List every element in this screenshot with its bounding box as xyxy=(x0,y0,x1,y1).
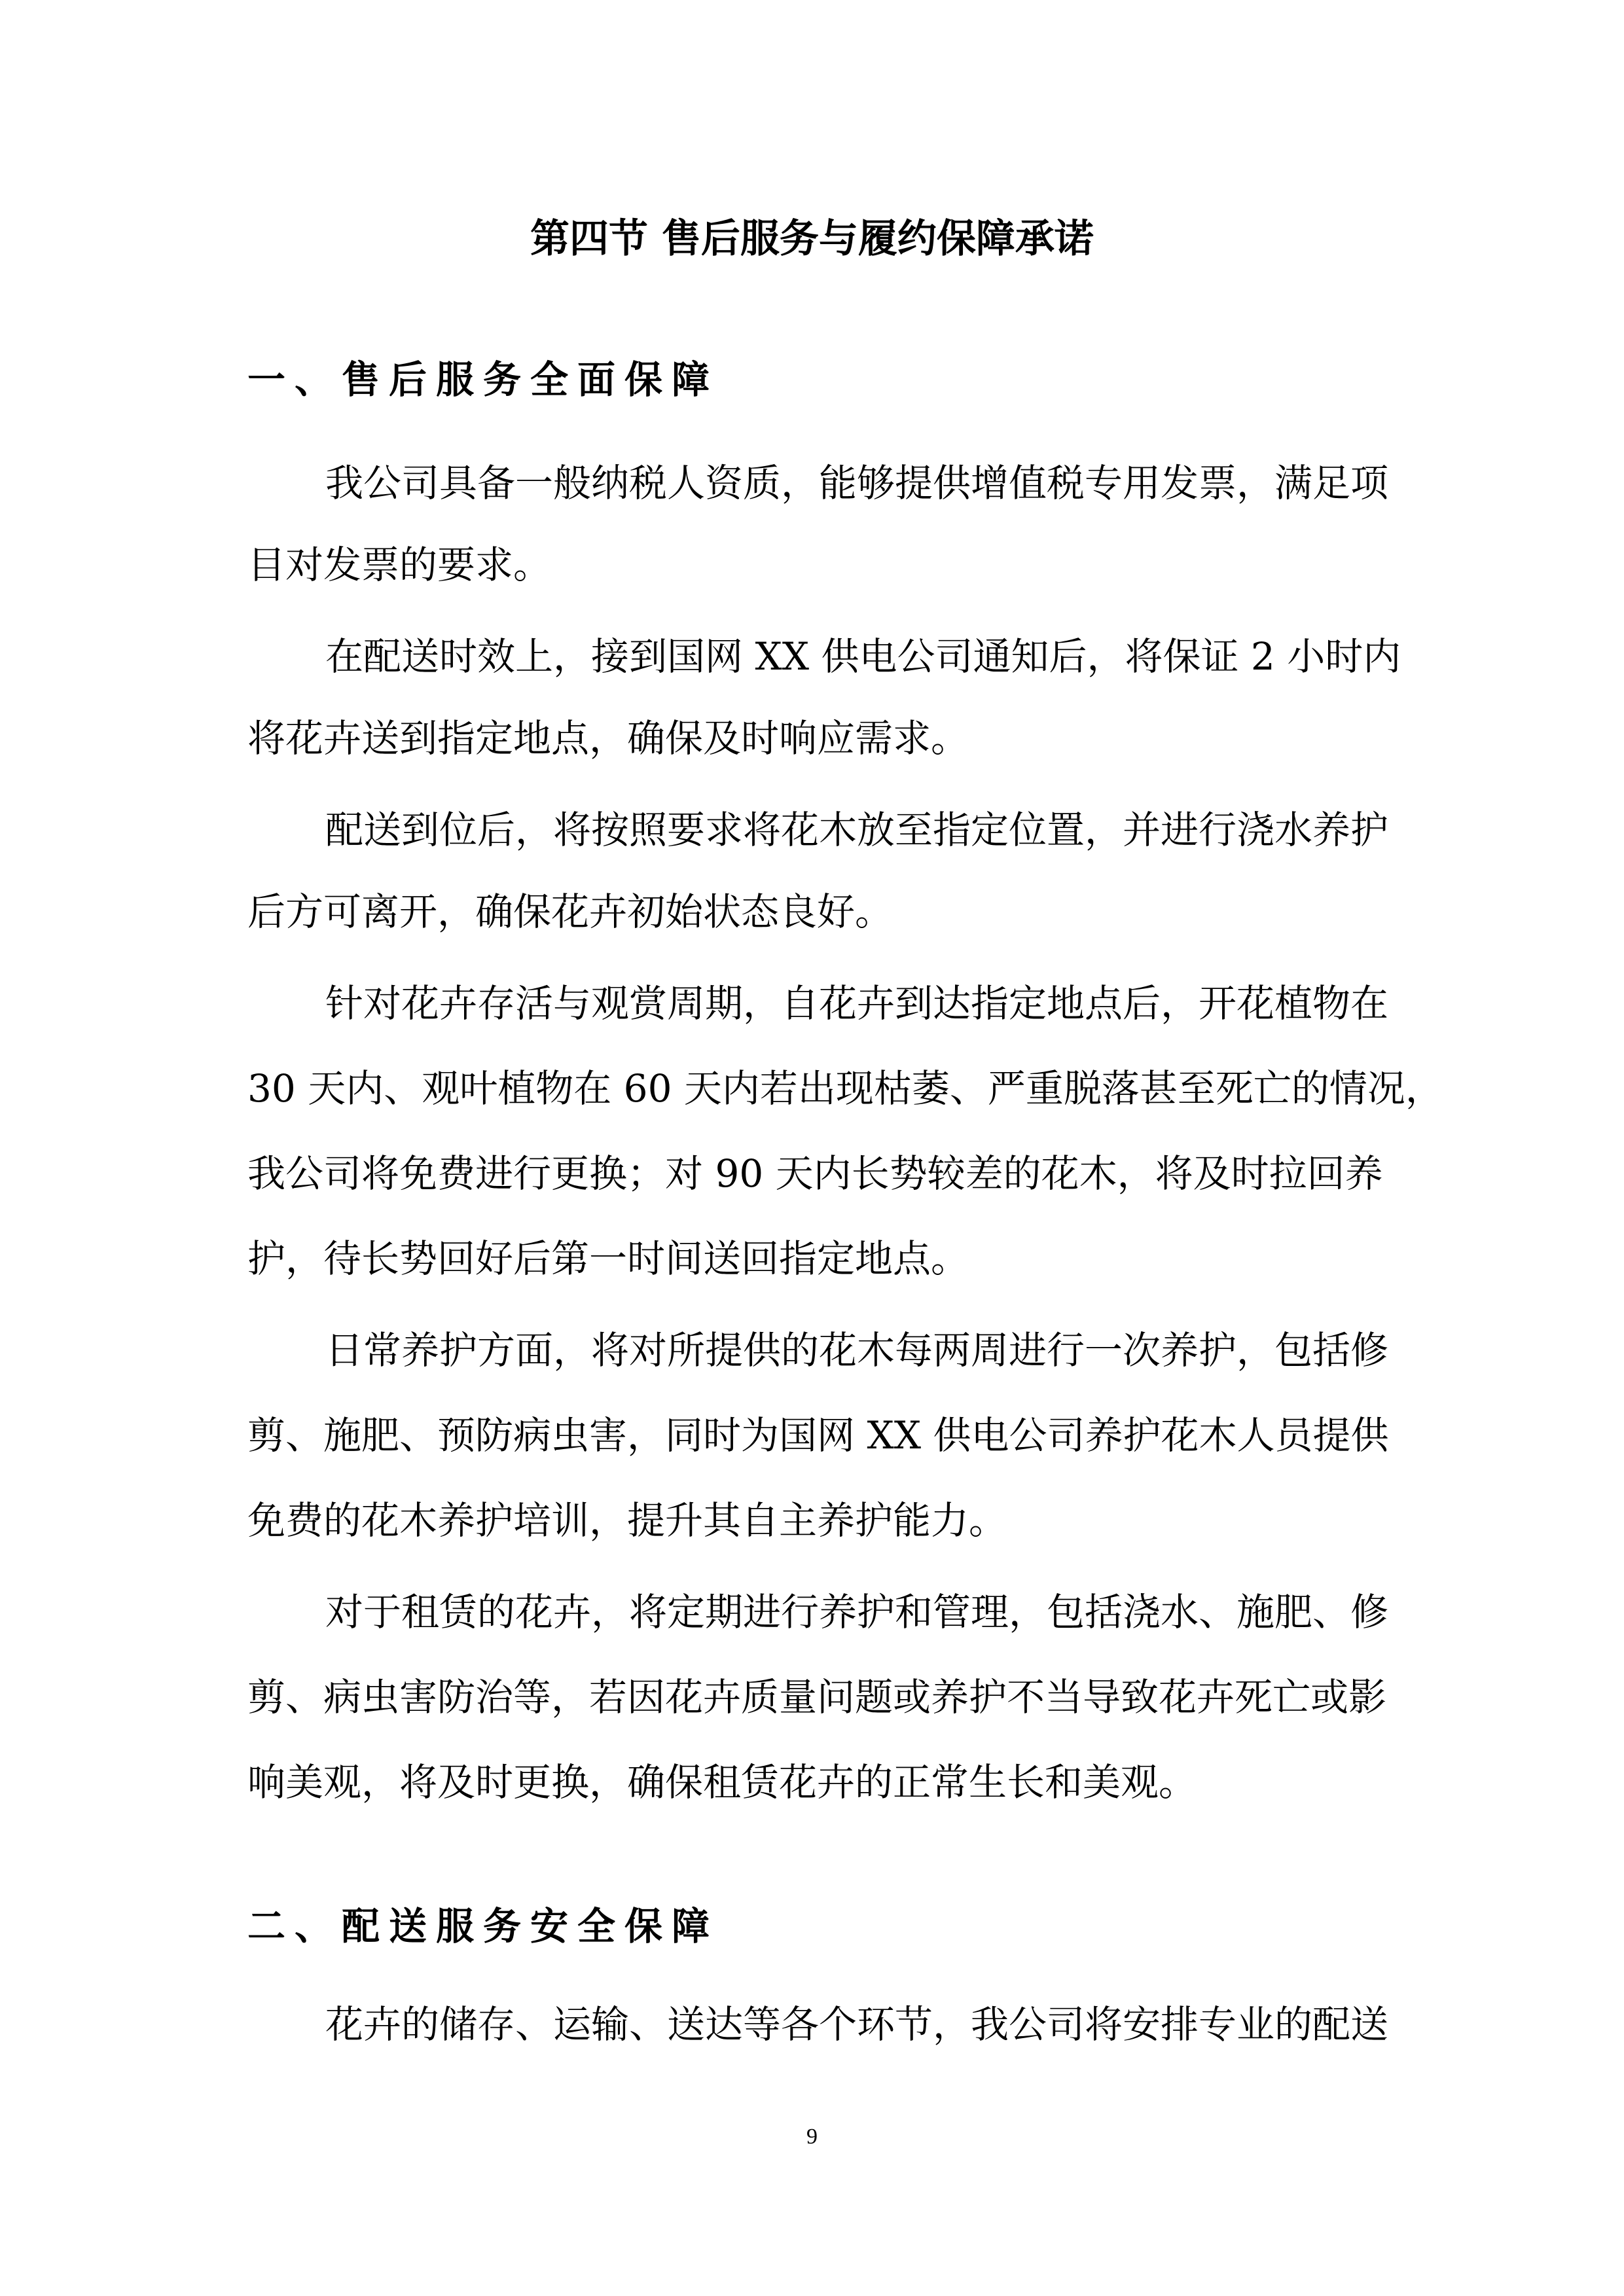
page-number: 9 xyxy=(806,2125,818,2149)
paragraph-line: 目对发票的要求。 xyxy=(247,543,552,587)
section-title: 第四节 售后服务与履约保障承诺 xyxy=(530,216,1094,262)
paragraph-line: 配送到位后，将按照要求将花木放至指定位置，并进行浇水养护 xyxy=(325,808,1389,852)
paragraph-line: 剪、病虫害防治等，若因花卉质量问题或养护不当导致花卉死亡或影 xyxy=(247,1675,1387,1719)
paragraph-line: 对于租赁的花卉，将定期进行养护和管理，包括浇水、施肥、修 xyxy=(325,1590,1389,1634)
paragraph-line: 在配送时效上，接到国网 XX 供电公司通知后，将保证 2 小时内 xyxy=(325,634,1401,679)
paragraph-line: 响美观，将及时更换，确保租赁花卉的正常生长和美观。 xyxy=(247,1760,1197,1804)
paragraph-line: 将花卉送到指定地点，确保及时响应需求。 xyxy=(247,716,969,761)
heading-delivery-safety-guarantee: 二、配送服务安全保障 xyxy=(247,1904,719,1948)
heading-after-sales-guarantee: 一、售后服务全面保障 xyxy=(247,357,719,402)
paragraph-line: 免费的花木养护培训，提升其自主养护能力。 xyxy=(247,1498,1007,1543)
paragraph-line: 针对花卉存活与观赏周期，自花卉到达指定地点后，开花植物在 xyxy=(325,981,1389,1026)
paragraph-line: 日常养护方面，将对所提供的花木每两周进行一次养护，包括修 xyxy=(325,1328,1389,1372)
paragraph-line: 我公司将免费进行更换；对 90 天内长势较差的花木，将及时拉回养 xyxy=(247,1151,1383,1196)
paragraph-line: 护，待长势回好后第一时间送回指定地点。 xyxy=(247,1236,969,1281)
paragraph-line: 花卉的储存、运输、送达等各个环节，我公司将安排专业的配送 xyxy=(325,2002,1389,2047)
paragraph-line: 30 天内、观叶植物在 60 天内若出现枯萎、严重脱落甚至死亡的情况， xyxy=(247,1066,1443,1111)
paragraph-line: 后方可离开，确保花卉初始状态良好。 xyxy=(247,889,893,934)
paragraph-line: 剪、施肥、预防病虫害，同时为国网 XX 供电公司养护花木人员提供 xyxy=(247,1413,1389,1458)
paragraph-line: 我公司具备一般纳税人资质，能够提供增值税专用发票，满足项 xyxy=(325,461,1389,505)
